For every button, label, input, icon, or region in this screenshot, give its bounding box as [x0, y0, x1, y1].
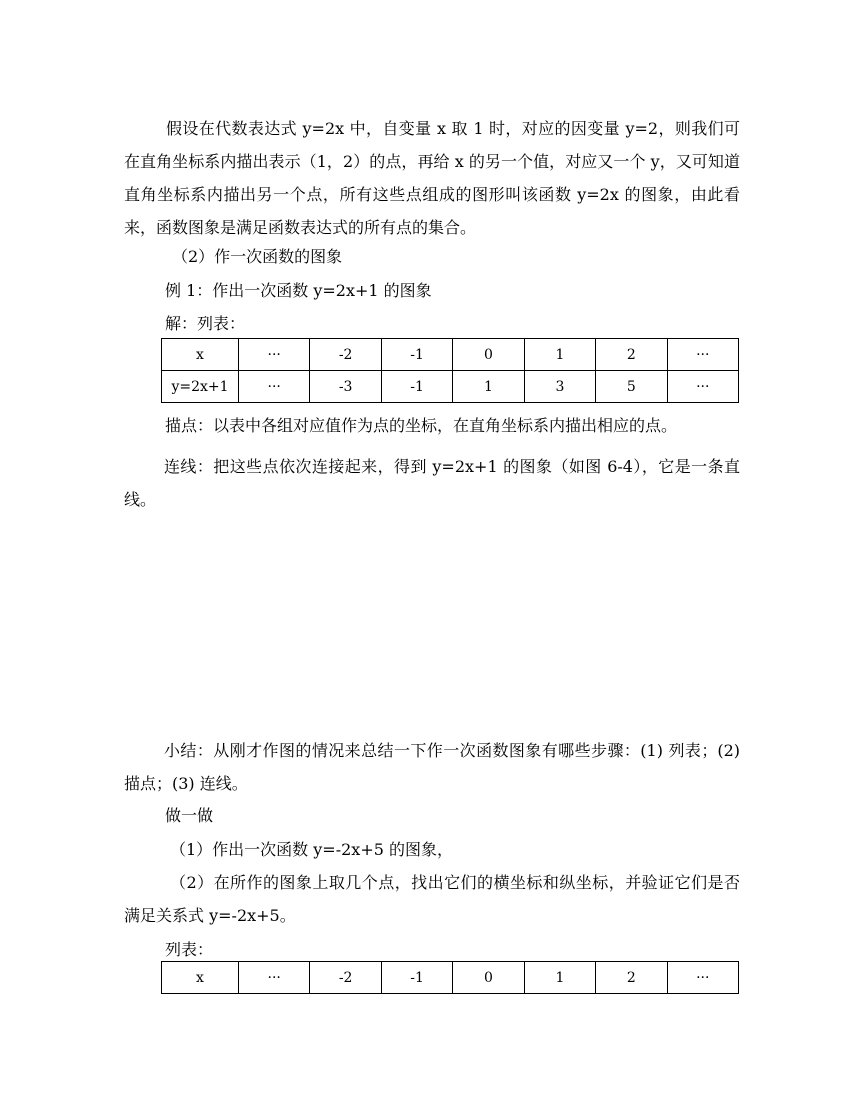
list-table-label: 列表：	[165, 940, 214, 959]
table-cell: 3	[524, 371, 595, 403]
table-row	[162, 371, 739, 403]
task-2: （2）在所作的图象上取几个点，找出它们的横坐标和纵坐标，并验证它们是否满足关系式 y=-2x+5。	[124, 873, 740, 925]
table-cell: -2	[310, 962, 381, 994]
table-cell: x	[162, 339, 239, 371]
table-cell: y=2x+1	[162, 371, 239, 403]
section-heading: （2）作一次函数的图象	[172, 247, 343, 266]
task-1: （1）作出一次函数 y=-2x+5 的图象，	[170, 840, 453, 859]
example-title: 例 1：作出一次函数 y=2x+1 的图象	[165, 281, 432, 300]
intro-paragraph: 假设在代数表达式 y=2x 中，自变量 x 取 1 时，对应的因变量 y=2，则我们可在直角坐标系内描出表示（1，2）的点，再给 x 的另一个值，对应又一个 y，又可知道直角坐标系内描出另一个点，所有这些点组成的图形叫该函数 y=2x 的图象，由此看来，函数图象是满足函数表达式的所有点的集合。	[124, 119, 740, 237]
table-cell: 5	[596, 371, 667, 403]
table-cell: -3	[310, 371, 381, 403]
solution-label: 解：列表：	[165, 314, 246, 333]
table-row	[162, 339, 739, 371]
plot-points-paragraph: 描点：以表中各组对应值作为点的坐标，在直角坐标系内描出相应的点。	[165, 416, 678, 435]
table-cell: ···	[239, 371, 310, 403]
table-cell: -1	[381, 371, 452, 403]
table-cell: 2	[596, 339, 667, 371]
value-table-2	[161, 961, 739, 994]
table-cell: 1	[453, 371, 524, 403]
table-cell: ···	[667, 962, 738, 994]
table-cell: 1	[524, 339, 595, 371]
table-cell: 2	[596, 962, 667, 994]
table-cell: 0	[453, 962, 524, 994]
value-table-1	[161, 338, 739, 403]
table-cell: 0	[453, 339, 524, 371]
table-cell: -1	[381, 339, 452, 371]
table-cell: -2	[310, 339, 381, 371]
table-cell: ···	[667, 371, 738, 403]
try-it-heading: 做一做	[165, 806, 214, 825]
table-cell: 1	[524, 962, 595, 994]
table-cell: -1	[381, 962, 452, 994]
summary-paragraph: 小结：从刚才作图的情况来总结一下作一次函数图象有哪些步骤：(1) 列表；(2) 描点；(3) 连线。	[124, 741, 740, 793]
table-cell: ···	[239, 339, 310, 371]
table-cell: x	[162, 962, 239, 994]
table-row	[162, 962, 739, 994]
table-cell: ···	[239, 962, 310, 994]
table-cell: ···	[667, 339, 738, 371]
connect-paragraph: 连线：把这些点依次连接起来，得到 y=2x+1 的图象（如图 6-4），它是一条直线。	[124, 457, 740, 509]
